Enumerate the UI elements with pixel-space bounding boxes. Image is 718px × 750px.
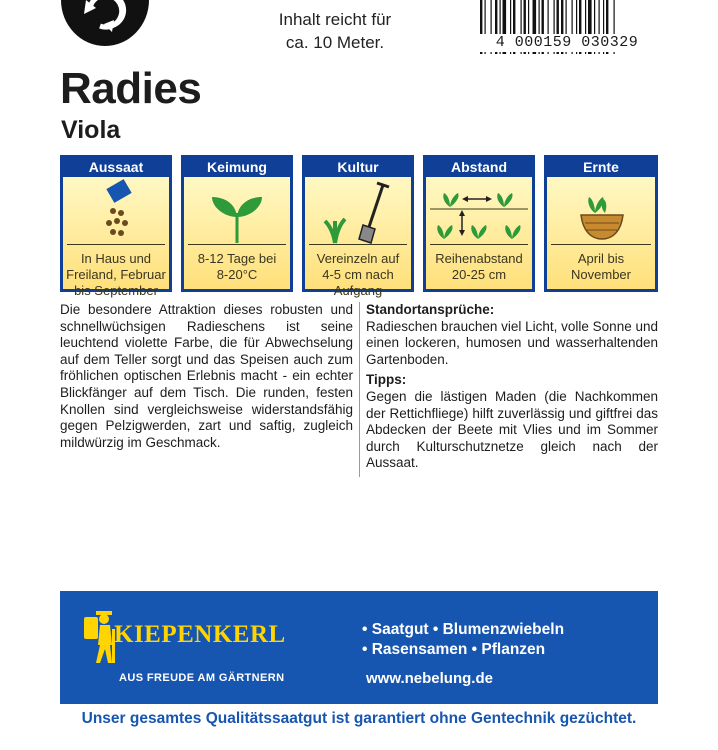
step-text: Vereinzeln auf 4-5 cm nach Aufgang <box>316 251 400 298</box>
step-text: In Haus und Freiland, Februar bis September <box>66 251 166 298</box>
location-heading: Standortansprüche: <box>366 302 495 317</box>
product-categories <box>362 620 564 660</box>
contents-line-1: Inhalt reicht für <box>278 10 392 29</box>
seedling-icon <box>184 177 290 247</box>
step-body <box>305 177 411 298</box>
step-text: April bis November <box>571 251 631 282</box>
step-text: Reihenabstand 20-25 cm <box>435 251 523 282</box>
step-sowing <box>60 155 172 298</box>
gmo-free-note: Unser gesamtes Qualitätssaatgut ist garantiert ohne Gentechnik gezüchtet. <box>81 710 637 727</box>
product-description: Die besondere Attraktion dieses robusten und schnellwüchsigen Radieschens ist seine leuchtend violette Farbe, die für Abwechselung auf dem Teller sorgt und das Speisen auch zum fröhlichen optischen Erlebnis macht - ein echter Blickfänger auf dem Tisch. Die runden, festen Knollen sind vergleichsweise widerstandsfähig gegen Pelzigwerden, zart und saftig, zugleich mildwürzig im Geschmack. <box>60 302 353 450</box>
seed-packet-icon <box>63 177 169 247</box>
step-spacing <box>423 155 535 292</box>
step-label: Ernte <box>583 159 619 175</box>
tips-text: Gegen die lästigen Maden (die Nachkommen der Rettichfliege) hilft zuverlässig und giftfrei das Abdecken der Beete mit Vlies und im Sommer durch Kulturschutznetze gleich nach der Aussaat. <box>366 388 658 471</box>
step-label: Kultur <box>337 159 379 175</box>
barcode-number: 4 000159 030329 <box>478 34 656 52</box>
brand-tagline: AUS FREUDE AM GÄRTNERN <box>119 672 285 684</box>
step-body <box>547 177 655 289</box>
spade-icon <box>305 177 411 247</box>
step-label: Aussaat <box>88 159 144 175</box>
product-line-1: • Saatgut • Blumenzwiebeln <box>362 621 565 638</box>
step-germination <box>181 155 293 292</box>
tips-heading: Tipps: <box>366 372 407 388</box>
cultivation-steps <box>60 155 658 298</box>
website-link[interactable]: www.nebelung.de <box>366 670 493 687</box>
location-text: Radieschen brauchen viel Licht, volle Sonne und einen lockeren, humosen und wasserhaltenden Gartenboden. <box>366 318 658 367</box>
step-label: Abstand <box>451 159 507 175</box>
contents-note <box>250 8 420 54</box>
step-label: Keimung <box>207 159 267 175</box>
step-cultivation <box>302 155 414 298</box>
growing-info <box>366 302 658 476</box>
harvest-basket-icon <box>547 177 653 247</box>
product-variety: Viola <box>61 116 121 144</box>
contents-line-2: ca. 10 Meter. <box>285 33 385 52</box>
recycle-icon <box>60 0 150 50</box>
row-spacing-icon <box>426 177 532 247</box>
step-body <box>184 177 290 289</box>
product-line-2: • Rasensamen • Pflanzen <box>362 641 546 658</box>
step-text: 8-12 Tage bei 8-20°C <box>197 251 277 282</box>
brand-name: KIEPENKERL <box>114 621 286 648</box>
step-body <box>426 177 532 289</box>
product-name: Radies <box>60 64 202 113</box>
step-harvest <box>544 155 658 292</box>
column-divider <box>359 302 360 477</box>
brand-banner <box>60 591 658 704</box>
step-body <box>63 177 169 298</box>
